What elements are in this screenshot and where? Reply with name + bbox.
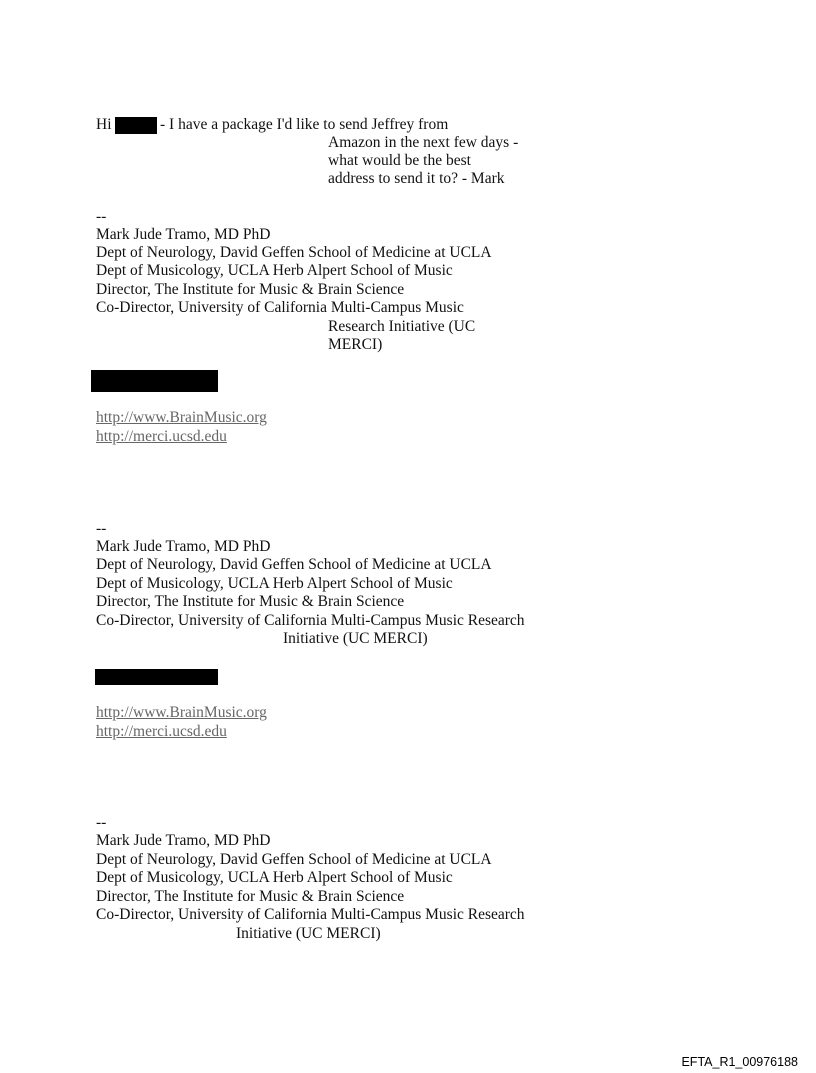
message-line-3: what would be the best	[328, 152, 471, 169]
document-id: EFTA_R1_00976188	[681, 1055, 798, 1069]
signature-director: Director, The Institute for Music & Brain Science	[96, 593, 405, 610]
signature-dept-musicology: Dept of Musicology, UCLA Herb Alpert School of Music	[96, 575, 453, 592]
redacted-block	[95, 669, 218, 685]
signature-codirector-cont: Research Initiative (UC	[328, 318, 476, 335]
signature-dept-neurology: Dept of Neurology, David Geffen School of Medicine at UCLA	[96, 556, 492, 573]
merci-link[interactable]: http://merci.ucsd.edu	[96, 723, 227, 740]
signature-dept-neurology: Dept of Neurology, David Geffen School of Medicine at UCLA	[96, 244, 492, 261]
signature-dept-musicology: Dept of Musicology, UCLA Herb Alpert School of Music	[96, 262, 453, 279]
signature-director: Director, The Institute for Music & Brain Science	[96, 888, 405, 905]
signature-codirector-cont: Initiative (UC MERCI)	[283, 630, 428, 647]
signature-separator: --	[96, 520, 107, 537]
signature-dept-neurology: Dept of Neurology, David Geffen School of Medicine at UCLA	[96, 851, 492, 868]
signature-director: Director, The Institute for Music & Brain Science	[96, 281, 405, 298]
signature-separator: --	[96, 814, 107, 831]
signature-codirector: Co-Director, University of California Multi-Campus Music Research	[96, 906, 525, 923]
signature-codirector: Co-Director, University of California Multi-Campus Music Research	[96, 612, 525, 629]
message-line-2: Amazon in the next few days -	[328, 134, 519, 151]
message-line-4: address to send it to? - Mark	[328, 170, 505, 187]
brainmusic-link[interactable]: http://www.BrainMusic.org	[96, 409, 267, 426]
signature-name: Mark Jude Tramo, MD PhD	[96, 538, 271, 555]
merci-link[interactable]: http://merci.ucsd.edu	[96, 428, 227, 445]
signature-codirector-cont: Initiative (UC MERCI)	[236, 925, 381, 942]
signature-dept-musicology: Dept of Musicology, UCLA Herb Alpert School of Music	[96, 869, 453, 886]
brainmusic-link[interactable]: http://www.BrainMusic.org	[96, 704, 267, 721]
signature-name: Mark Jude Tramo, MD PhD	[96, 226, 271, 243]
message-greeting: Hi	[96, 116, 112, 133]
signature-name: Mark Jude Tramo, MD PhD	[96, 832, 271, 849]
signature-codirector: Co-Director, University of California Multi-Campus Music	[96, 299, 464, 316]
message-line-1: - I have a package I'd like to send Jeffrey from	[160, 116, 449, 133]
redacted-block	[91, 370, 218, 392]
signature-separator: --	[96, 208, 107, 225]
redacted-name	[115, 117, 157, 134]
signature-codirector-cont: MERCI)	[328, 336, 383, 353]
